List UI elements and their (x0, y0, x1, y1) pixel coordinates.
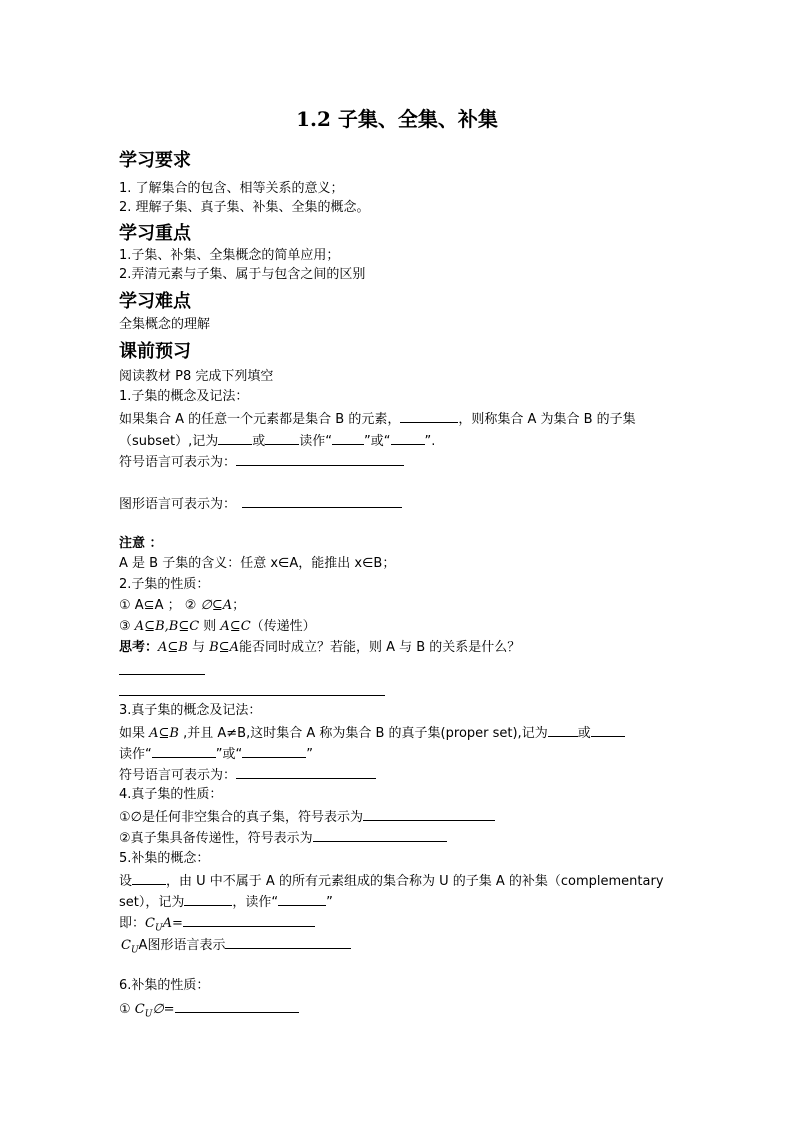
heading-preview: 课前预习 (119, 341, 191, 362)
s3-symbol-line (119, 765, 376, 785)
s5-title: 5.补集的概念： (119, 851, 210, 866)
s6-property-1 (119, 999, 299, 1024)
s3-def-math: A⊆B (149, 726, 179, 741)
s2-p2-math-1: A⊆B,B⊆C (134, 619, 200, 634)
page-title: 1.2 子集、全集、补集 (296, 107, 498, 131)
s6-p1-mark: ① (119, 1002, 135, 1017)
s6-blank-1[interactable] (175, 999, 299, 1013)
s2-title: 2.子集的性质： (119, 577, 210, 592)
s5-ji-label: 即： (119, 916, 146, 931)
s1-def2-text-d: ”或“ (364, 434, 391, 449)
s1-blank-graph[interactable] (242, 494, 402, 508)
s2-p2-mark: ③ (119, 619, 135, 634)
s3-symbol-label: 符号语言可表示为： (119, 768, 237, 783)
s4-property-2 (119, 828, 447, 848)
s4-blank-1[interactable] (363, 807, 495, 821)
cu-c-1: C (145, 916, 155, 931)
s1-def-text-a: 如果集合 A 的任意一个元素都是集合 B 的元素， (119, 412, 401, 427)
s3-blank-reading-1[interactable] (152, 744, 216, 758)
s1-title: 1.子集的概念及记法： (119, 389, 249, 404)
s2-p2-note: （传递性） (250, 619, 316, 634)
s4-blank-2[interactable] (313, 828, 447, 842)
s1-def-text-b: ，则称集合 A 为集合 B 的子集 (458, 412, 636, 427)
s1-graph-line (119, 494, 402, 514)
s4-p1-text: ①∅是任何非空集合的真子集，符号表示为 (119, 810, 363, 825)
s1-graph-label: 图形语言可表示为： (119, 497, 237, 512)
think-and: 与 (187, 640, 210, 655)
note-label: 注意 ： (119, 536, 163, 551)
cu-c-3: C (134, 1002, 145, 1017)
s3-def-text-a: 如果 (119, 726, 150, 741)
heading-requirements: 学习要求 (119, 150, 191, 171)
s3-def-or: 或 (577, 726, 591, 741)
s1-def2-text-b: 或 (252, 434, 266, 449)
s4-property-1 (119, 807, 495, 827)
note-text: A 是 B 子集的含义：任意 x∈A，能推出 x∈B； (119, 556, 396, 571)
s3-read-text-c: ” (306, 747, 313, 762)
s1-blank-reading-2[interactable] (391, 431, 425, 445)
s1-def2-text-c: 读作“ (299, 434, 333, 449)
s2-p2-math-2: A⊆C (220, 619, 251, 634)
think-question (119, 639, 520, 657)
s5-complement-formula (119, 913, 315, 938)
s2-property-2 (119, 618, 316, 636)
s1-definition-line2 (119, 431, 435, 451)
think-text: 能否同时成立？若能，则 A 与 B 的关系是什么？ (238, 640, 521, 655)
s3-read-text-a: 读作“ (119, 747, 152, 762)
requirement-item-1: 1. 了解集合的包含、相等关系的意义； (119, 181, 344, 196)
s5-def-text-a: 设 (119, 874, 133, 889)
s5-blank-formula[interactable] (183, 913, 315, 927)
s5-graph-label: A图形语言表示 (138, 938, 226, 953)
s1-symbol-line (119, 452, 404, 472)
s5-def-text-b: ，由 U 中不属于 A 的所有元素组成的集合称为 U 的子集 A 的补集（complementary (166, 874, 664, 889)
think-math-1: A⊆B (158, 640, 188, 655)
s5-ji-math: A= (162, 916, 183, 931)
s5-blank-set[interactable] (132, 871, 166, 885)
s4-title: 4.真子集的性质： (119, 787, 223, 802)
think-label: 思考： (119, 640, 159, 655)
s6-p1-math: ∅= (152, 1002, 175, 1017)
s5-blank-graph[interactable] (225, 935, 351, 949)
s1-blank-reading-1[interactable] (332, 431, 364, 445)
s5-def2-text-a: set），记为 (119, 895, 185, 910)
s5-def2-text-b: ，读作“ (232, 895, 279, 910)
s5-definition-line2 (119, 892, 333, 912)
s5-blank-notation[interactable] (184, 892, 232, 906)
s3-reading (119, 744, 313, 764)
s1-blank-condition[interactable] (400, 409, 458, 423)
s5-definition-line1 (119, 871, 664, 891)
key-point-2: 2.弄清元素与子集、属于与包含之间的区别 (119, 267, 366, 282)
s1-symbol-label: 符号语言可表示为： (119, 455, 237, 470)
preview-intro: 阅读教材 P8 完成下列填空 (119, 369, 274, 384)
requirement-item-2: 2. 理解子集、真子集、补集、全集的概念。 (119, 200, 370, 215)
s3-definition (119, 723, 625, 743)
s2-p1-end: ； (232, 598, 246, 613)
s6-title: 6.补集的性质： (119, 978, 210, 993)
s5-complement-graph (121, 935, 351, 960)
difficulty-text: 全集概念的理解 (119, 317, 211, 332)
s4-p2-text: ②真子集具备传递性，符号表示为 (119, 831, 313, 846)
think-answer-line-2[interactable] (119, 695, 385, 696)
s2-p1-text: ① A⊆A ； ② (119, 598, 201, 613)
think-math-2: B⊆A (209, 640, 239, 655)
s3-blank-notation-1[interactable] (548, 723, 578, 737)
s5-def2-text-c: ” (326, 895, 333, 910)
s1-def2-text-e: ”. (424, 434, 436, 449)
s1-def2-text-a: （subset）,记为 (119, 434, 219, 449)
think-answer-line-1[interactable] (119, 674, 205, 675)
cu-sub-2: U (130, 945, 139, 956)
s2-p1-math: ∅⊆A (200, 598, 233, 613)
s1-blank-symbol[interactable] (236, 452, 404, 466)
cu-sub-3: U (144, 1009, 153, 1020)
heading-key-points: 学习重点 (119, 223, 191, 244)
cu-c-2: C (121, 938, 131, 953)
s3-read-text-b: ”或“ (215, 747, 243, 762)
s3-def-text-c: ,并且 A≠B,这时集合 A 称为集合 B 的真子集(proper set),记为 (178, 726, 548, 741)
cu-sub-1: U (154, 923, 163, 934)
s5-blank-reading[interactable] (278, 892, 326, 906)
s2-p2-then: 则 (199, 619, 221, 634)
s3-blank-symbol[interactable] (236, 765, 376, 779)
s3-blank-notation-2[interactable] (591, 723, 625, 737)
s3-blank-reading-2[interactable] (242, 744, 306, 758)
s2-property-1 (119, 597, 245, 615)
s1-definition-line1 (119, 409, 636, 429)
heading-difficulty: 学习难点 (119, 291, 191, 312)
s1-blank-notation-2[interactable] (265, 431, 299, 445)
key-point-1: 1.子集、补集、全集概念的简单应用； (119, 248, 340, 263)
s3-title: 3.真子集的概念及记法： (119, 703, 262, 718)
s1-blank-notation-1[interactable] (218, 431, 252, 445)
